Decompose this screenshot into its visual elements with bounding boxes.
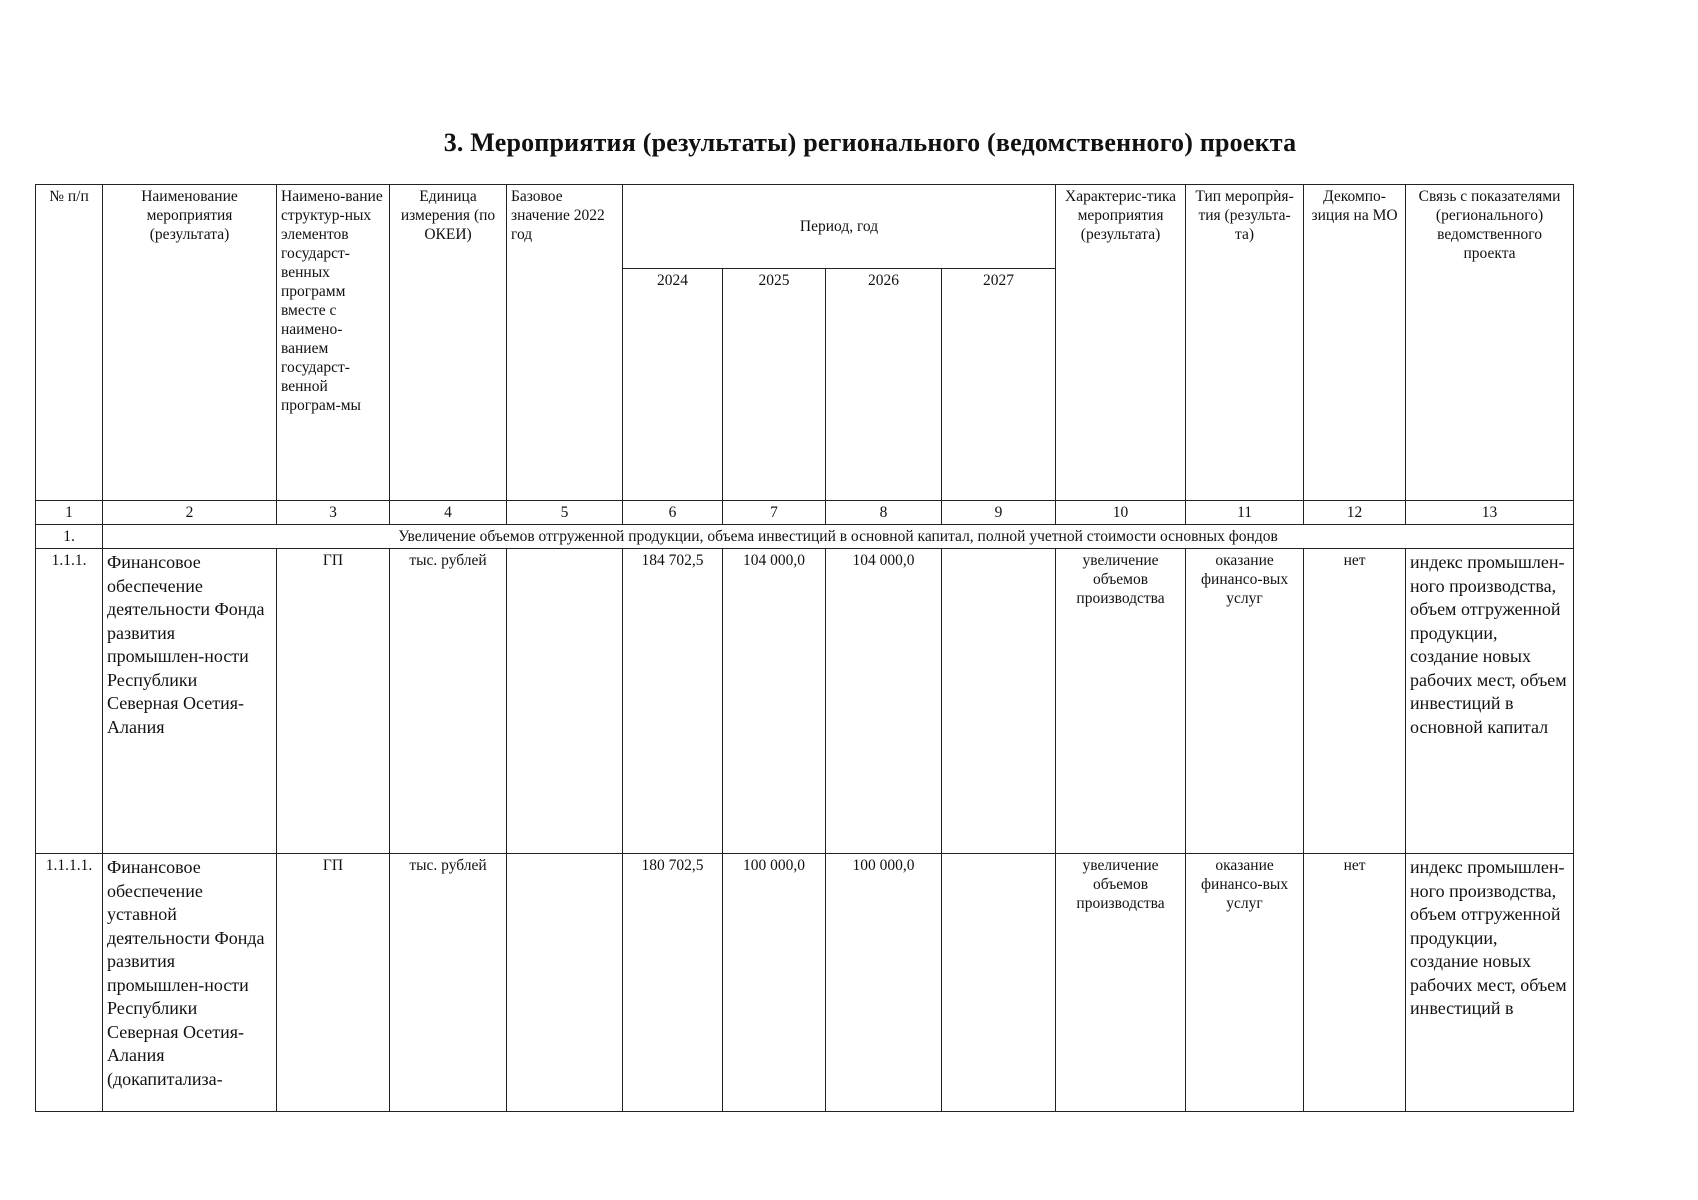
header-year-2027: 2027 bbox=[942, 269, 1056, 501]
col-number-1: 1 bbox=[36, 501, 103, 525]
table-row bbox=[36, 549, 1574, 854]
col-number-12: 12 bbox=[1304, 501, 1406, 525]
section-title: Увеличение объемов отгруженной продукции, объема инвестиций в основной капитал, полной учетной стоимости основных фондов bbox=[103, 525, 1574, 549]
row-type: оказание финансо-вых услуг bbox=[1186, 549, 1304, 854]
col-number-6: 6 bbox=[623, 501, 723, 525]
row-program: ГП bbox=[277, 854, 390, 1112]
row-unit: тыс. рублей bbox=[390, 854, 507, 1112]
row-type: оказание финансо-вых услуг bbox=[1186, 854, 1304, 1112]
row-number: 1.1.1.1. bbox=[36, 854, 103, 1112]
header-type: Тип меропрѝя-тия (результа-та) bbox=[1186, 185, 1304, 501]
row-link: индекс промышлен-ного производства, объем отгруженной продукции, создание новых рабочих мест, объем инвестиций в bbox=[1406, 854, 1574, 1112]
header-characteristic: Характерис-тика мероприятия (результата) bbox=[1056, 185, 1186, 501]
row-program: ГП bbox=[277, 549, 390, 854]
col-number-3: 3 bbox=[277, 501, 390, 525]
row-value-2027 bbox=[942, 549, 1056, 854]
col-number-7: 7 bbox=[723, 501, 826, 525]
row-decomposition: нет bbox=[1304, 854, 1406, 1112]
row-decomposition: нет bbox=[1304, 549, 1406, 854]
header-year-2025: 2025 bbox=[723, 269, 826, 501]
row-value-2026: 100 000,0 bbox=[826, 854, 942, 1112]
header-period: Период, год bbox=[623, 185, 1056, 269]
header-decomposition: Декомпо-зиция на МО bbox=[1304, 185, 1406, 501]
row-value-2027 bbox=[942, 854, 1056, 1112]
header-year-2026: 2026 bbox=[826, 269, 942, 501]
row-value-2025: 100 000,0 bbox=[723, 854, 826, 1112]
table-row bbox=[36, 854, 1574, 1112]
row-measure-name: Финансовое обеспечение деятельности Фонда развития промышлен-ности Республики Северная Осетия-Алания bbox=[103, 549, 277, 854]
row-value-2024: 180 702,5 bbox=[623, 854, 723, 1112]
row-base-value bbox=[507, 549, 623, 854]
col-number-9: 9 bbox=[942, 501, 1056, 525]
row-unit: тыс. рублей bbox=[390, 549, 507, 854]
col-number-11: 11 bbox=[1186, 501, 1304, 525]
row-link: индекс промышлен-ного производства, объем отгруженной продукции, создание новых рабочих мест, объем инвестиций в основной капитал bbox=[1406, 549, 1574, 854]
header-year-2024: 2024 bbox=[623, 269, 723, 501]
row-value-2024: 184 702,5 bbox=[623, 549, 723, 854]
header-program-elements: Наимено-вание структур-ных элементов государст-венных программ вместе с наимено-ванием государст-венной програм-мы bbox=[277, 185, 390, 501]
row-value-2026: 104 000,0 bbox=[826, 549, 942, 854]
row-number: 1.1.1. bbox=[36, 549, 103, 854]
col-number-4: 4 bbox=[390, 501, 507, 525]
col-number-2: 2 bbox=[103, 501, 277, 525]
row-base-value bbox=[507, 854, 623, 1112]
col-number-10: 10 bbox=[1056, 501, 1186, 525]
row-value-2025: 104 000,0 bbox=[723, 549, 826, 854]
row-characteristic: увеличение объемов производства bbox=[1056, 854, 1186, 1112]
header-number: № п/п bbox=[36, 185, 103, 501]
project-measures-table bbox=[35, 184, 1574, 1112]
col-number-5: 5 bbox=[507, 501, 623, 525]
row-measure-name: Финансовое обеспечение уставной деятельности Фонда развития промышлен-ности Республики Северная Осетия-Алания (докапитализа- bbox=[103, 854, 277, 1112]
col-number-13: 13 bbox=[1406, 501, 1574, 525]
header-link: Связь с показателями (регионального) ведомственного проекта bbox=[1406, 185, 1574, 501]
page-title: 3. Мероприятия (результаты) регионального (ведомственного) проекта bbox=[443, 128, 1297, 157]
section-number: 1. bbox=[36, 525, 103, 549]
header-measure-name: Наименование мероприятия (результата) bbox=[103, 185, 277, 501]
row-characteristic: увеличение объемов производства bbox=[1056, 549, 1186, 854]
col-number-8: 8 bbox=[826, 501, 942, 525]
header-base-value: Базовое значение 2022 год bbox=[507, 185, 623, 501]
header-unit: Единица измерения (по ОКЕИ) bbox=[390, 185, 507, 501]
